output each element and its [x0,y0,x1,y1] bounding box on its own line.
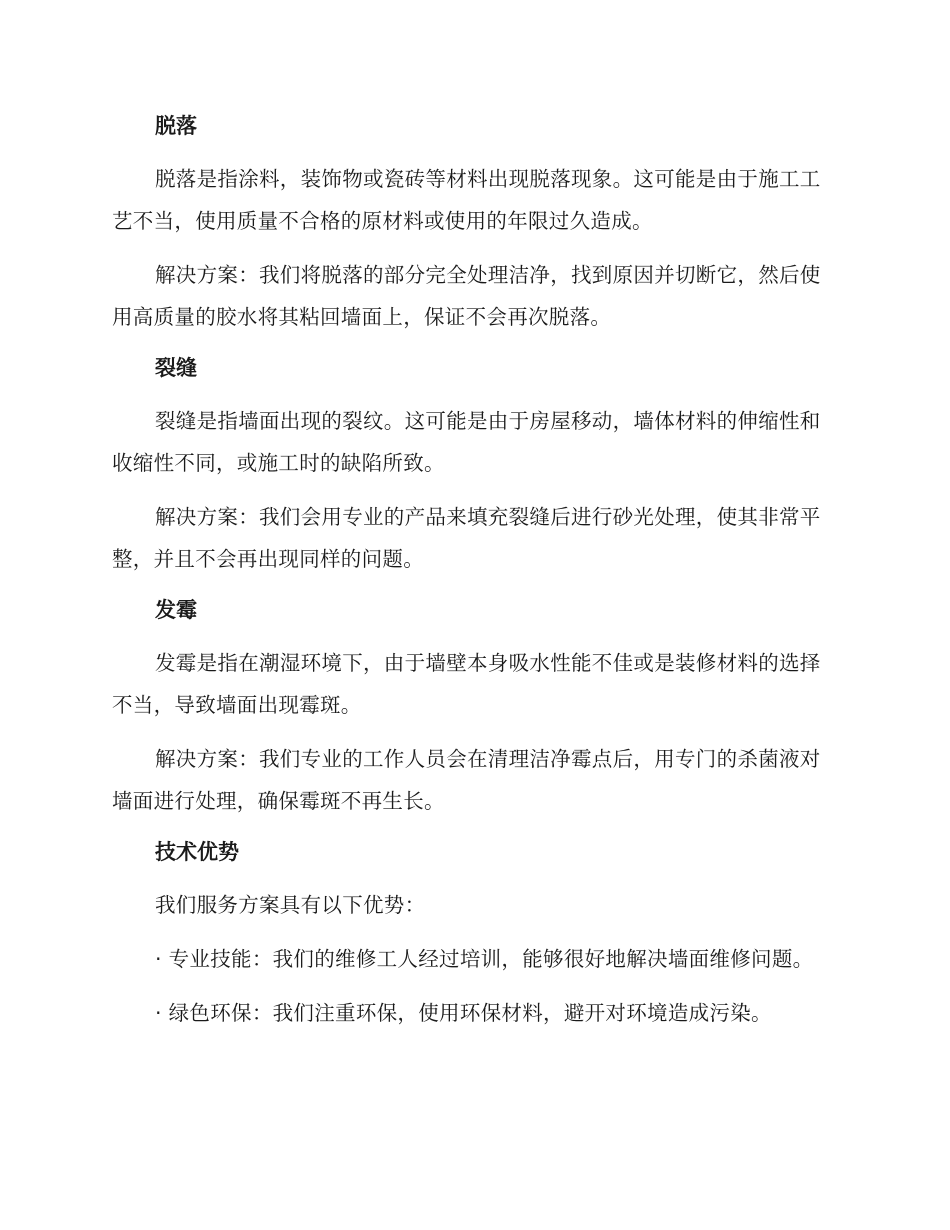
paragraph-mold-solution: 解决方案：我们专业的工作人员会在清理洁净霉点后，用专门的杀菌液对墙面进行处理，确保霉斑不再生长。 [112,747,821,813]
section-heading-cracks: 裂缝 [155,356,197,380]
section-heading-mold: 发霉 [155,598,197,622]
paragraph-advantages-intro: 我们服务方案具有以下优势： [155,893,426,917]
paragraph-detachment-description: 脱落是指涂料，装饰物或瓷砖等材料出现脱落现象。这可能是由于施工工艺不当，使用质量不合格的原材料或使用的年限过久造成。 [112,167,821,233]
section-heading-detachment: 脱落 [155,114,197,138]
section-heading-advantages: 技术优势 [155,840,239,864]
bullet-item-green-environment: · 绿色环保：我们注重环保，使用环保材料，避开对环境造成污染。 [155,1001,772,1025]
bullet-item-professional-skills: · 专业技能：我们的维修工人经过培训，能够很好地解决墙面维修问题。 [155,947,814,971]
paragraph-detachment-solution: 解决方案：我们将脱落的部分完全处理洁净，找到原因并切断它，然后使用高质量的胶水将其粘回墙面上，保证不会再次脱落。 [112,263,821,329]
document-page [112,108,832,1034]
paragraph-cracks-description: 裂缝是指墙面出现的裂纹。这可能是由于房屋移动，墙体材料的伸缩性和收缩性不同，或施工时的缺陷所致。 [112,409,821,475]
paragraph-mold-description: 发霉是指在潮湿环境下，由于墙壁本身吸水性能不佳或是装修材料的选择不当，导致墙面出现霉斑。 [112,651,821,717]
paragraph-cracks-solution: 解决方案：我们会用专业的产品来填充裂缝后进行砂光处理，使其非常平整，并且不会再出现同样的问题。 [112,505,821,571]
